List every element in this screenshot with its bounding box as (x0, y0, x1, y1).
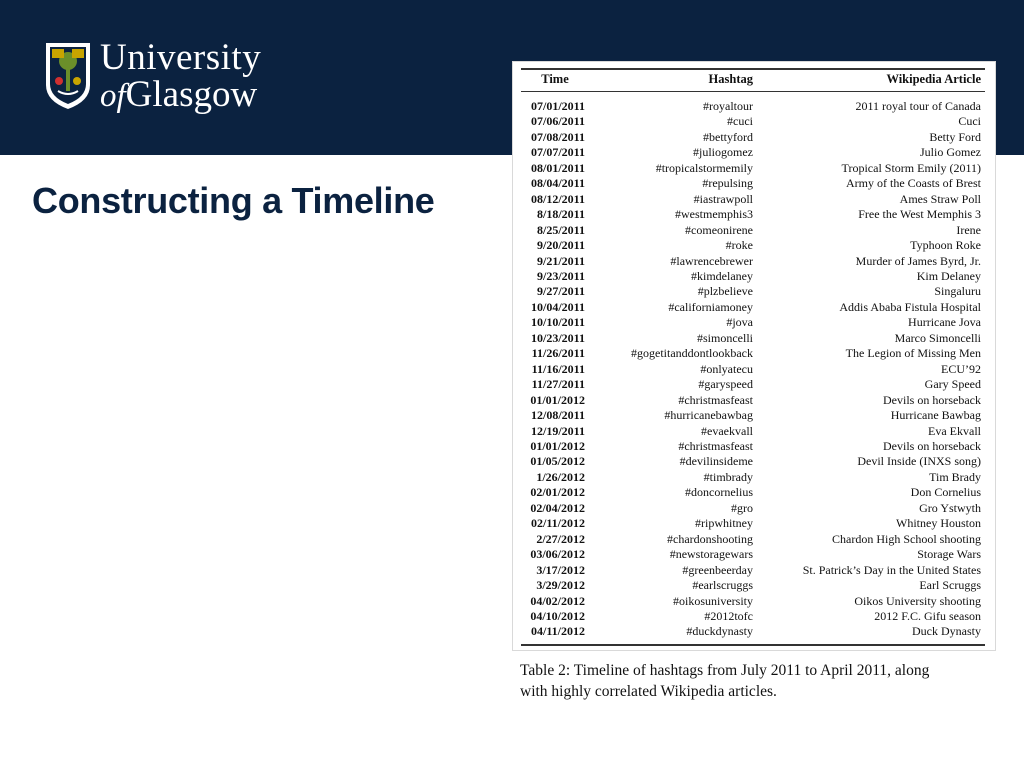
cell-time: 11/16/2011 (531, 361, 585, 376)
cell-hashtag: #jova (726, 315, 753, 330)
table-row (521, 609, 985, 624)
cell-time: 11/27/2011 (531, 377, 585, 392)
cell-time: 04/11/2012 (521, 624, 589, 644)
cell-wikipedia-article: Marco Simoncelli (894, 330, 981, 345)
cell-hashtag: #ripwhitney (695, 516, 753, 531)
cell-hashtag: #iastrawpoll (693, 191, 753, 206)
cell-wikipedia-article: St. Patrick’s Day in the United States (802, 562, 981, 577)
cell-hashtag: #greenbeerday (682, 562, 753, 577)
table-row (521, 393, 985, 408)
cell-hashtag: #onlyatecu (700, 361, 753, 376)
cell-time: 07/07/2011 (530, 145, 585, 160)
table-row (521, 92, 985, 115)
cell-time: 12/19/2011 (530, 423, 585, 438)
cell-time: 2/27/2012 (536, 531, 585, 546)
cell-hashtag: #simoncelli (697, 330, 753, 345)
table-row (521, 563, 985, 578)
cell-wikipedia-article: The Legion of Missing Men (845, 346, 981, 361)
cell-wikipedia-article: Army of the Coasts of Brest (846, 176, 981, 191)
logo-line-university: University (100, 37, 262, 78)
cell-wikipedia-article: Ames Straw Poll (899, 191, 981, 206)
cell-time: 04/02/2012 (530, 593, 585, 608)
table-row (521, 547, 985, 562)
cell-wikipedia-article: Murder of James Byrd, Jr. (855, 253, 981, 268)
cell-hashtag: #plzbelieve (697, 284, 753, 299)
cell-wikipedia-article: 2012 F.C. Gifu season (874, 608, 981, 623)
cell-hashtag: #newstoragewars (669, 547, 753, 562)
table-row (521, 207, 985, 222)
cell-time: 8/18/2011 (536, 207, 585, 222)
cell-hashtag: #gro (731, 500, 753, 515)
cell-time: 11/26/2011 (531, 346, 585, 361)
table-row (521, 254, 985, 269)
cell-time: 07/08/2011 (530, 129, 585, 144)
table-row (521, 578, 985, 593)
caption-line-2: with highly correlated Wikipedia articles. (520, 683, 777, 700)
cell-wikipedia-article: Typhoon Roke (910, 238, 981, 253)
table-row (521, 532, 985, 547)
cell-time: 3/29/2012 (536, 578, 585, 593)
cell-time: 02/01/2012 (530, 485, 585, 500)
cell-time: 02/11/2012 (530, 516, 585, 531)
table-row (521, 439, 985, 454)
cell-wikipedia-article: Hurricane Bawbag (890, 408, 981, 423)
cell-hashtag: #repulsing (702, 176, 753, 191)
column-header-hashtag: Hashtag (589, 69, 757, 92)
table-body (521, 92, 985, 645)
cell-wikipedia-article: ECU’92 (941, 361, 981, 376)
table-row (521, 130, 985, 145)
cell-time: 8/25/2011 (536, 222, 585, 237)
cell-wikipedia-article: Storage Wars (917, 547, 981, 562)
cell-time: 9/20/2011 (536, 238, 585, 253)
cell-time: 01/05/2012 (530, 454, 585, 469)
table-row (521, 331, 985, 346)
cell-hashtag: #garyspeed (698, 377, 753, 392)
cell-time: 10/10/2011 (530, 315, 585, 330)
university-logo[interactable] (44, 37, 262, 115)
cell-hashtag: #timbrady (703, 469, 753, 484)
cell-wikipedia-article: Free the West Memphis 3 (858, 207, 981, 222)
table-row (521, 362, 985, 377)
cell-hashtag: #doncornelius (685, 485, 753, 500)
table-header-row (521, 69, 985, 92)
table-row (521, 114, 985, 129)
table-row (521, 485, 985, 500)
cell-time: 12/08/2011 (530, 408, 585, 423)
column-header-wikipedia-article: Wikipedia Article (757, 69, 985, 92)
cell-hashtag: #hurricanebawbag (664, 408, 753, 423)
cell-wikipedia-article: Kim Delaney (916, 268, 981, 283)
cell-hashtag: #bettyford (703, 129, 753, 144)
cell-wikipedia-article: Gro Ystwyth (919, 500, 981, 515)
cell-hashtag: #duckdynasty (589, 624, 757, 644)
cell-hashtag: #westmemphis3 (675, 207, 753, 222)
cell-time: 01/01/2012 (530, 438, 585, 453)
cell-hashtag: #christmasfeast (678, 392, 753, 407)
cell-wikipedia-article: Betty Ford (929, 129, 981, 144)
logo-of: of (100, 78, 126, 114)
cell-wikipedia-article: Eva Ekvall (928, 423, 981, 438)
cell-hashtag: #royaltour (703, 99, 753, 113)
cell-wikipedia-article: Duck Dynasty (757, 624, 985, 644)
cell-time: 9/27/2011 (536, 284, 585, 299)
table-row (521, 161, 985, 176)
table-row (521, 594, 985, 609)
cell-time: 9/21/2011 (536, 253, 585, 268)
table-row (521, 192, 985, 207)
cell-time: 1/26/2012 (536, 469, 585, 484)
logo-glasgow: Glasgow (125, 74, 258, 115)
cell-hashtag: #gogetitanddontlookback (631, 346, 753, 361)
table-row (521, 424, 985, 439)
table-row (521, 238, 985, 253)
cell-hashtag: #chardonshooting (667, 531, 753, 546)
cell-wikipedia-article: Chardon High School shooting (832, 531, 981, 546)
column-header-time: Time (521, 69, 589, 92)
cell-hashtag: #comeonirene (685, 222, 753, 237)
cell-wikipedia-article: Addis Ababa Fistula Hospital (839, 299, 981, 314)
table-row (521, 315, 985, 330)
cell-time: 03/06/2012 (530, 547, 585, 562)
logo-wordmark (100, 39, 261, 113)
cell-time: 10/23/2011 (530, 330, 585, 345)
cell-time: 02/04/2012 (530, 500, 585, 515)
cell-hashtag: #oikosuniversity (673, 593, 753, 608)
table-row (521, 516, 985, 531)
cell-wikipedia-article: Julio Gomez (920, 145, 981, 160)
cell-time: 07/01/2011 (530, 99, 585, 113)
cell-time: 08/04/2011 (530, 176, 585, 191)
university-crest-icon (44, 41, 92, 111)
cell-time: 04/10/2012 (530, 608, 585, 623)
cell-wikipedia-article: Oikos University shooting (854, 593, 981, 608)
cell-hashtag: #juliogomez (693, 145, 753, 160)
cell-wikipedia-article: Tropical Storm Emily (2011) (841, 160, 981, 175)
timeline-table (521, 68, 985, 646)
caption-line-1: Table 2: Timeline of hashtags from July 2011 to April 2011, along (520, 662, 930, 679)
cell-wikipedia-article: Devils on horseback (883, 392, 981, 407)
cell-wikipedia-article: Devils on horseback (883, 438, 981, 453)
cell-hashtag: #californiamoney (668, 299, 753, 314)
table-row (521, 284, 985, 299)
cell-hashtag: #roke (725, 238, 753, 253)
cell-time: 01/01/2012 (530, 392, 585, 407)
cell-hashtag: #earlscruggs (692, 578, 753, 593)
table-row (521, 454, 985, 469)
table-row (521, 176, 985, 191)
table-row (521, 300, 985, 315)
table-row (521, 377, 985, 392)
cell-hashtag: #devilinsideme (679, 454, 753, 469)
cell-wikipedia-article: Hurricane Jova (908, 315, 981, 330)
cell-hashtag: #christmasfeast (678, 438, 753, 453)
cell-hashtag: #tropicalstormemily (655, 160, 753, 175)
cell-wikipedia-article: Whitney Houston (896, 516, 981, 531)
cell-time: 9/23/2011 (536, 268, 585, 283)
cell-time: 07/06/2011 (530, 114, 585, 129)
cell-time: 3/17/2012 (536, 562, 585, 577)
timeline-table-figure (513, 62, 995, 650)
table-row (521, 145, 985, 160)
cell-hashtag: #kimdelaney (691, 268, 753, 283)
cell-time: 10/04/2011 (530, 299, 585, 314)
cell-time: 08/12/2011 (530, 191, 585, 206)
cell-time: 08/01/2011 (530, 160, 585, 175)
table-row (521, 501, 985, 516)
slide-title: Constructing a Timeline (32, 180, 435, 221)
cell-hashtag: #cuci (727, 114, 753, 129)
cell-wikipedia-article: Singaluru (934, 284, 981, 299)
table-row (521, 346, 985, 361)
cell-wikipedia-article: Gary Speed (924, 377, 981, 392)
table-row (521, 624, 985, 644)
cell-hashtag: #2012tofc (704, 608, 753, 623)
cell-wikipedia-article: Irene (956, 222, 981, 237)
cell-wikipedia-article: Don Cornelius (910, 485, 981, 500)
cell-hashtag: #evaekvall (701, 423, 753, 438)
logo-line-glasgow (100, 76, 261, 113)
table-caption (520, 660, 1000, 702)
cell-wikipedia-article: Earl Scruggs (919, 578, 981, 593)
cell-wikipedia-article: 2011 royal tour of Canada (855, 99, 981, 113)
cell-hashtag: #lawrencebrewer (670, 253, 753, 268)
cell-wikipedia-article: Cuci (958, 114, 981, 129)
table-row (521, 470, 985, 485)
cell-wikipedia-article: Devil Inside (INXS song) (857, 454, 981, 469)
cell-wikipedia-article: Tim Brady (929, 469, 981, 484)
table-row (521, 269, 985, 284)
table-row (521, 223, 985, 238)
table-row (521, 408, 985, 423)
